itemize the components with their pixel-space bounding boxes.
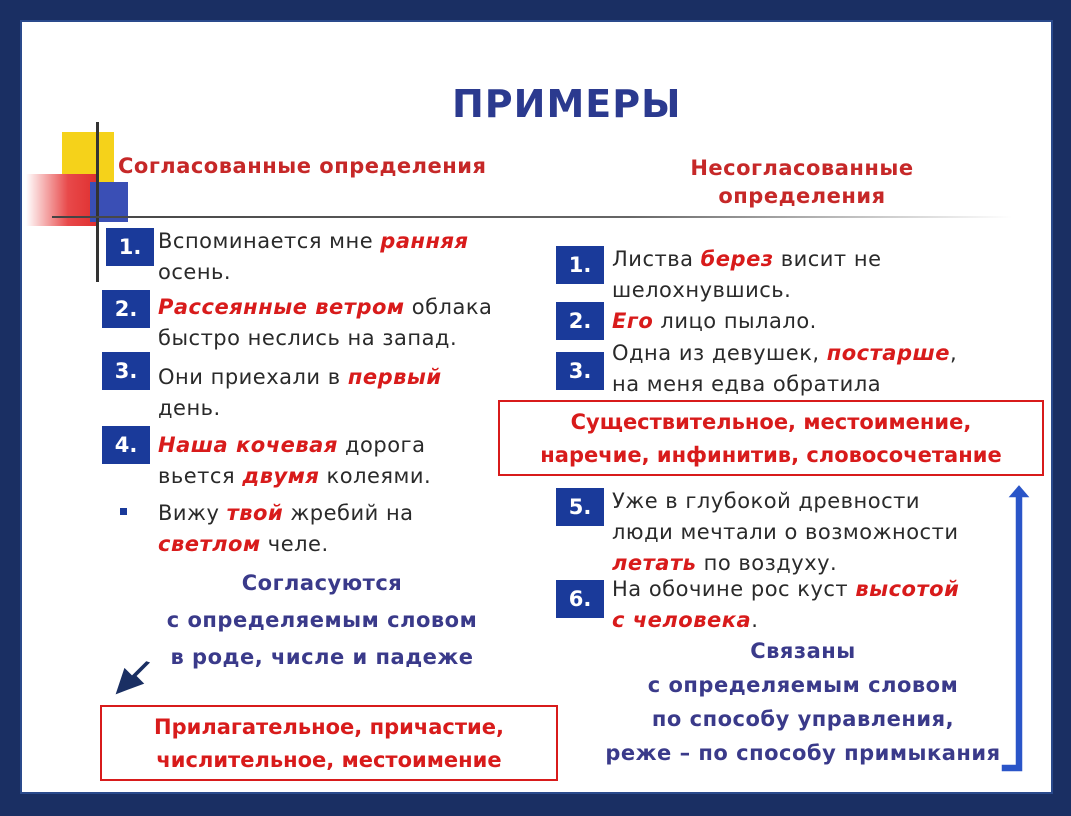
left-example-5: Вижу твой жребий на светлом челе. (158, 501, 414, 556)
right-example-3: Одна из девушек, постарше, на меня едва обратила (612, 341, 958, 396)
left-item-number: 4. (102, 426, 150, 464)
left-example-1: Вспоминается мне ранняя осень. (158, 229, 469, 284)
right-item-number: 2. (556, 302, 604, 340)
right-example-1: Листва берез висит не шелохнувшись. (612, 247, 882, 302)
right-item-number: 3. (556, 352, 604, 390)
right-example-6: На обочине рос куст высотой с человека. (612, 577, 960, 632)
decor-red-square (26, 174, 96, 226)
left-example-3: Они приехали в первый день. (158, 365, 442, 420)
noun-types-box: Существительное, местоимение, наречие, инфинитив, словосочетание (498, 400, 1044, 476)
right-item-number: 1. (556, 246, 604, 284)
slide (22, 22, 1051, 792)
left-item-number: 1. (106, 228, 154, 266)
right-item-number: 6. (556, 580, 604, 618)
arrow-up-icon (997, 480, 1041, 780)
right-example-5: Уже в глубокой древности люди мечтали о возможности летать по воздуху. (612, 489, 959, 575)
adjective-types-box: Прилагательное, причастие, числительное, местоимение (100, 705, 558, 781)
left-item-number: 2. (102, 290, 150, 328)
linked-rule: Связаны с определяемым словом по способу управления, реже – по способу примыкания (605, 639, 1001, 765)
left-example-2: Рассеянные ветром облака быстро неслись на запад. (158, 295, 493, 350)
agree-rule: Согласуются с определяемым словом в роде, числе и падеже (166, 571, 478, 669)
left-example-4: Наша кочевая дорога вьется двумя колеями. (158, 433, 432, 488)
right-item-number: 5. (556, 488, 604, 526)
bullet-marker (120, 508, 127, 515)
right-heading: Несогласованные определения (690, 156, 914, 208)
left-item-number: 3. (102, 352, 150, 390)
decor-vertical-line (96, 122, 99, 282)
decor-horizontal-line (52, 216, 1012, 218)
right-example-2: Его лицо пылало. (612, 309, 817, 333)
arrow-down-left-icon (108, 656, 158, 702)
left-heading: Согласованные определения (118, 154, 487, 178)
slide-title: ПРИМЕРЫ (452, 82, 682, 126)
